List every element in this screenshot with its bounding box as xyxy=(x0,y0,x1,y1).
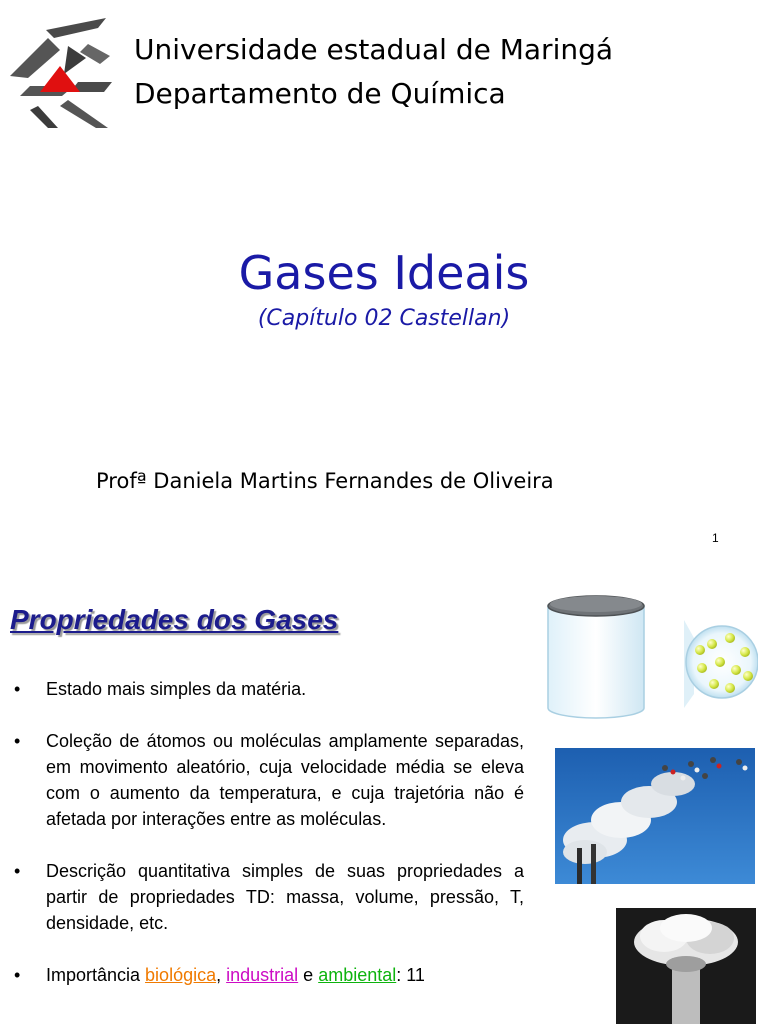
bullet-list xyxy=(14,676,524,1014)
word-ambiental: ambiental xyxy=(318,965,397,985)
word-biologica: biológica xyxy=(145,965,217,985)
section-title: Propriedades dos Gases xyxy=(10,604,339,635)
author-name: Profª Daniela Martins Fernandes de Oliveira xyxy=(96,469,554,493)
gas-container-illustration xyxy=(544,590,758,730)
slide-title: Gases Ideais xyxy=(238,246,530,300)
bullet-marker: • xyxy=(14,861,21,881)
separator: e xyxy=(298,965,319,985)
content-slide xyxy=(0,562,768,1024)
bullet-text: Estado mais simples da matéria. xyxy=(46,679,307,699)
bullet-item xyxy=(14,858,524,936)
university-name: Universidade estadual de Maringá xyxy=(134,33,614,66)
bullet-item xyxy=(14,728,524,832)
page-number: 1 xyxy=(712,531,719,545)
smokestack-photo xyxy=(555,748,755,884)
bullet-text: Descrição quantitativa simples de suas propriedades a partir de propriedades TD: massa, volume, pressão, T, densidade, etc. xyxy=(46,861,524,933)
bullet-text-tail: : 11 xyxy=(396,965,425,985)
bullet-marker: • xyxy=(14,679,21,699)
bullet-item xyxy=(14,676,524,702)
mushroom-cloud-photo xyxy=(616,908,756,1024)
word-industrial: industrial xyxy=(226,965,299,985)
bullet-item xyxy=(14,962,524,988)
bullet-text-lead: Importância xyxy=(46,965,146,985)
university-logo-icon xyxy=(8,16,118,131)
bullet-marker: • xyxy=(14,731,21,751)
bullet-text: Coleção de átomos ou moléculas amplamente separadas, em movimento aleatório, cuja velocidade média se eleva com o aumento da temperatura, e cuja trajetória não é afetada por interações entre as moléculas. xyxy=(46,731,524,829)
separator: , xyxy=(216,965,227,985)
department-name: Departamento de Química xyxy=(134,77,506,110)
bullet-marker: • xyxy=(14,965,21,985)
slide-subtitle: (Capítulo 02 Castellan) xyxy=(257,306,511,331)
